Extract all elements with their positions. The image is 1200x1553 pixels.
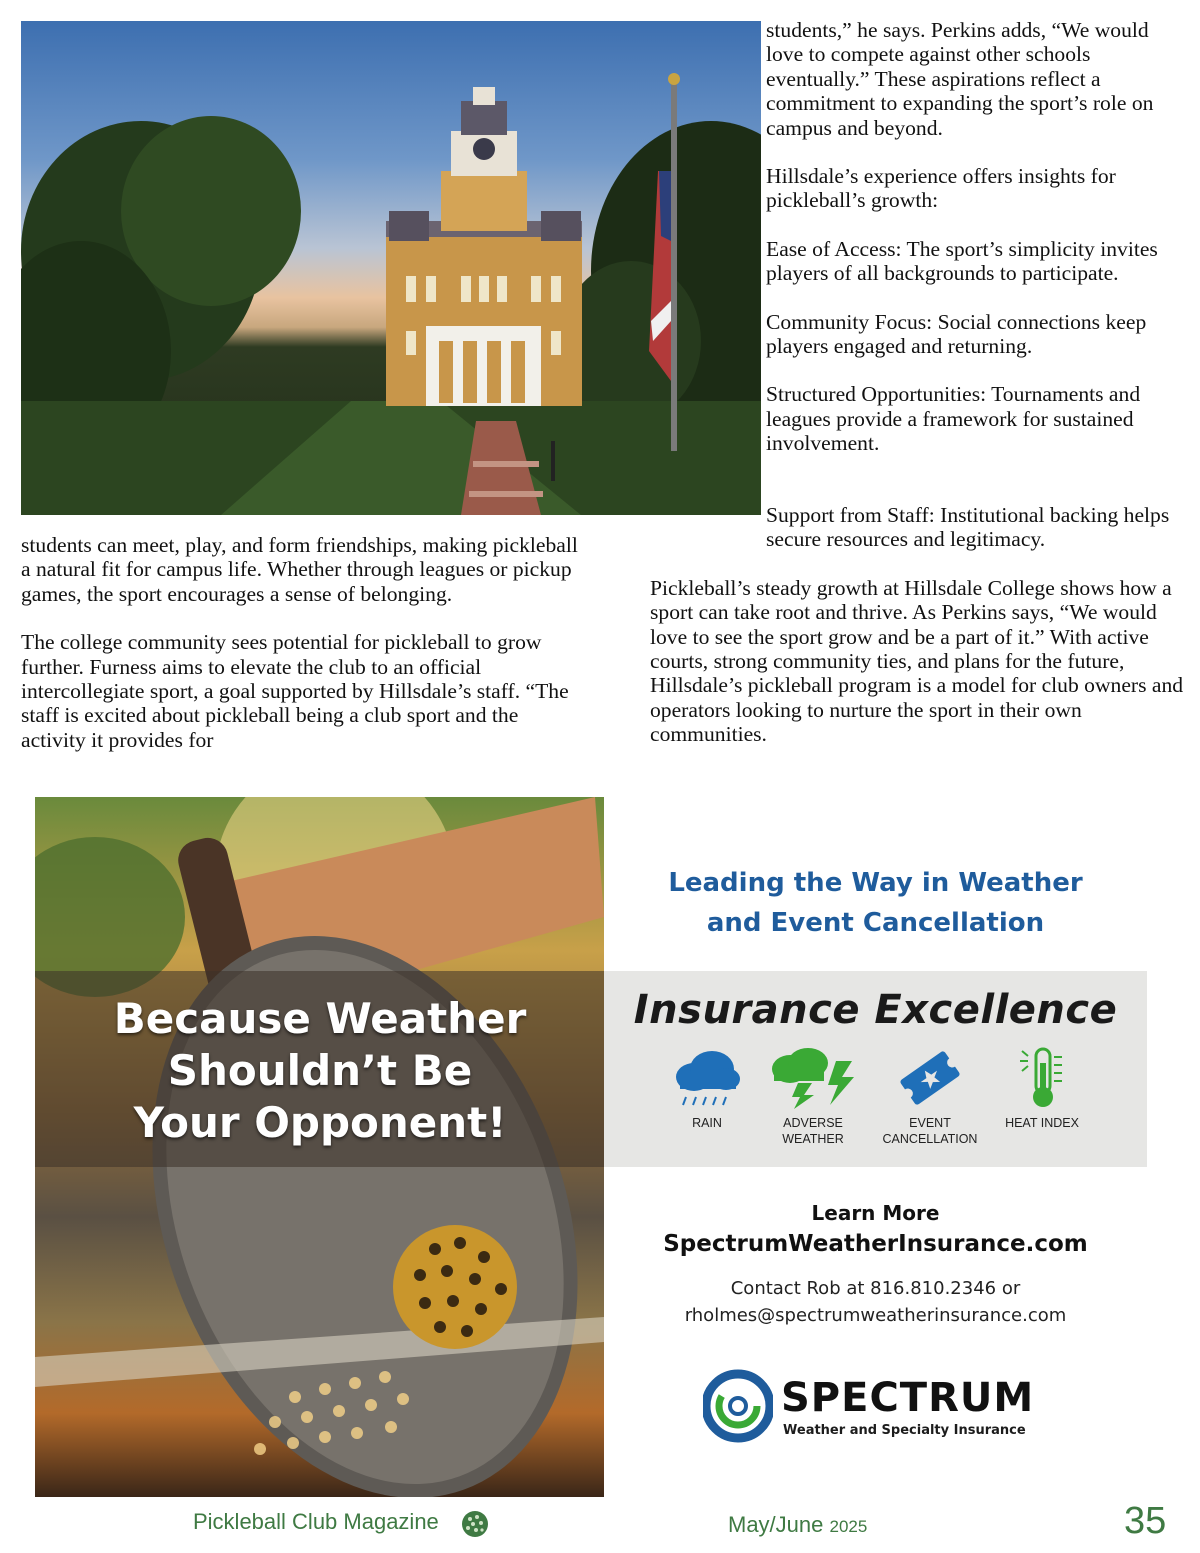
feature-event-cancellation [870,1047,990,1147]
article-paragraph: students,” he says. Perkins adds, “We would love to compete against other schools eventually.” These aspirations reflect a commitment to expanding the sport’s role on campus and beyond. [766,18,1154,140]
article-conclusion: Pickleball’s steady growth at Hillsdale College shows how a sport can take root and thrive. As Perkins says, “We would love to see the sport grow and be a part of it.” With active courts, strong community ties, and plans for the future, Hillsdale’s pickleball program is a model for club owners and operators looking to nurture the sport in their own communities. [650,575,1184,747]
headline-line: Your Opponent! [133,1098,507,1147]
spectrum-logo [703,1365,1063,1455]
contact-email[interactable]: rholmes@spectrumweatherinsurance.com [684,1305,1067,1326]
ad-lead-text [604,863,1147,943]
logo-tagline: Weather and Specialty Insurance [783,1423,1026,1438]
lead-line: Leading the Way in Weather [668,868,1083,898]
insurance-excellence-heading: Insurance Excellence [633,987,1118,1033]
article-paragraph-staff-support [650,503,1190,552]
feature-label: CANCELLATION [882,1132,978,1146]
feature-label: ADVERSE [783,1116,843,1130]
campus-illustration [21,21,761,515]
storm-icon [768,1047,858,1109]
headline-line: Shouldn’t Be [167,1046,473,1095]
ad-headline [55,993,585,1149]
issue-year: 2025 [829,1517,868,1536]
hillsdale-campus-photo [21,21,761,515]
article-paragraph: Ease of Access: The sport’s simplicity invites players of all backgrounds to participate. [766,236,1158,286]
headline-line: Because Weather [113,994,527,1043]
article-paragraph: Community Focus: Social connections keep players engaged and returning. [766,309,1147,359]
contact-info [604,1275,1147,1329]
feature-label: HEAT INDEX [1005,1116,1079,1130]
contact-phone: Contact Rob at 816.810.2346 or [730,1278,1021,1299]
spectrum-swirl-icon [703,1365,773,1447]
article-paragraph: Structured Opportunities: Tournaments and leagues provide a framework for sustained involvement. [766,382,1141,456]
article-paragraph: The college community sees potential for pickleball to grow further. Furness aims to elevate the club to an official intercollegiate sport, a goal supported by Hillsdale’s staff. “The staff is excited about pickleball being a club sport and the activity it provides for [21,630,569,752]
ticket-icon [895,1047,965,1109]
thermometer-icon [1012,1047,1072,1109]
feature-adverse-weather [753,1047,873,1147]
logo-wordmark: SPECTRUM [781,1375,1035,1421]
issue-date [728,1512,867,1538]
feature-rain [647,1047,767,1131]
feature-heat-index [982,1047,1102,1131]
magazine-title: Pickleball Club Magazine [193,1509,439,1534]
article-right-column-bottom [650,503,1190,771]
article-paragraph: Hillsdale’s experience offers insights for pickleball’s growth: [766,164,1116,213]
spectrum-insurance-ad[interactable] [35,797,1147,1497]
article-left-column [21,533,581,776]
staff-support-text: Support from Staff: Institutional backing helps secure resources and legitimacy. [766,503,1170,552]
article-paragraph: students can meet, play, and form friendships, making pickleball a natural fit for campus life. Whether through leagues or pickup games, the sport encourages a sense of belonging. [21,533,578,606]
feature-label: RAIN [692,1116,722,1130]
paragraph-spacer [650,552,1190,576]
rain-cloud-icon [672,1047,742,1109]
pickleball-icon [461,1510,489,1538]
page-number: 35 [1124,1500,1167,1542]
feature-label: EVENT [909,1116,951,1130]
feature-label: WEATHER [782,1132,844,1146]
website-link[interactable]: SpectrumWeatherInsurance.com [663,1231,1088,1257]
issue-month: May/June [728,1512,824,1537]
lead-line: and Event Cancellation [706,908,1045,938]
article-right-column-top [766,18,1184,480]
learn-more-text[interactable]: Learn More [811,1201,940,1225]
